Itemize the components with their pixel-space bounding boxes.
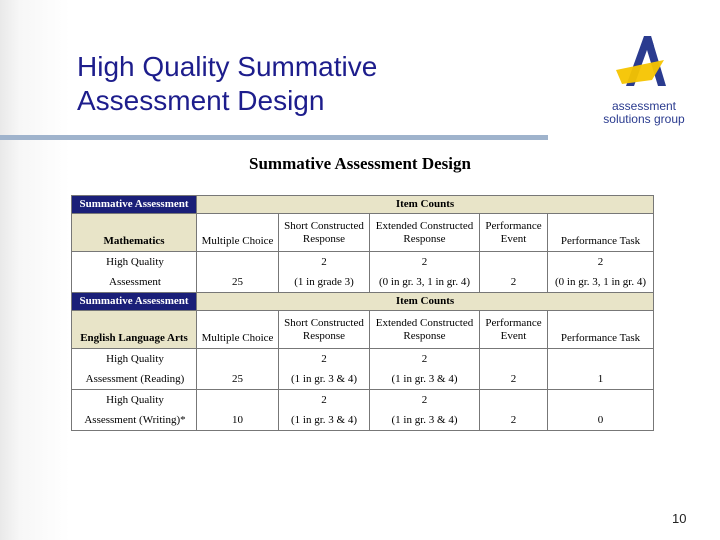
- cell-mc-value: 25: [232, 373, 243, 385]
- table-caption: Summative Assessment Design: [249, 154, 471, 173]
- cell-scr: [279, 252, 370, 293]
- logo-a-mark-icon: [594, 30, 694, 100]
- slide-title: [77, 50, 557, 118]
- row-name-bottom: Assessment: [109, 276, 161, 288]
- cell-mc-value: 25: [232, 276, 243, 288]
- table-row: [72, 252, 654, 293]
- row-name: [72, 252, 197, 293]
- table-row: [72, 390, 654, 431]
- cell-ecr: [370, 349, 480, 390]
- cell-pt-top: 2: [597, 256, 604, 268]
- cell-mc: [197, 349, 279, 390]
- cell-pt-top: [550, 349, 651, 369]
- cell-scr-bottom: (1 in gr. 3 & 4): [291, 373, 357, 385]
- section-header-label: Summative Assessment: [72, 293, 197, 311]
- section-header-label: Summative Assessment: [72, 196, 197, 214]
- page-number: 10: [672, 511, 687, 526]
- cell-mc: [197, 252, 279, 293]
- cell-ecr: [370, 390, 480, 431]
- row-name-bottom: Assessment (Reading): [85, 373, 185, 385]
- title-divider: [0, 135, 548, 140]
- slide-title-line-1: High Quality Summative: [77, 51, 378, 82]
- cell-ecr-top: 2: [421, 394, 428, 406]
- subject-label: Mathematics: [72, 214, 197, 252]
- col-header-short-constructed: Short Constructed Response: [279, 214, 370, 252]
- cell-ecr-top: 2: [421, 353, 428, 365]
- summative-assessment-table: [71, 195, 654, 431]
- cell-scr-top: 2: [321, 394, 327, 406]
- cell-pe: [480, 349, 548, 390]
- cell-pe-value: 2: [510, 276, 517, 288]
- cell-ecr: [370, 252, 480, 293]
- table-row: [72, 349, 654, 390]
- col-header-performance-event: Performance Event: [480, 214, 548, 252]
- cell-pt: [548, 349, 654, 390]
- row-name-top: High Quality: [106, 353, 164, 365]
- cell-ecr-top: 2: [421, 256, 428, 268]
- item-counts-header: Item Counts: [197, 196, 654, 214]
- cell-pe: [480, 390, 548, 431]
- row-name-bottom: Assessment (Writing)*: [84, 414, 186, 426]
- col-header-performance-task: Performance Task: [548, 311, 654, 349]
- col-header-performance-event: Performance Event: [480, 311, 548, 349]
- cell-scr-top: 2: [321, 256, 327, 268]
- cell-pt: [548, 390, 654, 431]
- cell-scr: [279, 349, 370, 390]
- cell-mc: [197, 390, 279, 431]
- row-name: [72, 390, 197, 431]
- cell-pe: [480, 252, 548, 293]
- cell-scr: [279, 390, 370, 431]
- cell-pe-value: 2: [510, 414, 517, 426]
- row-name: [72, 349, 197, 390]
- cell-pt-bottom: 1: [597, 373, 604, 385]
- row-name-top: High Quality: [106, 256, 164, 268]
- row-name-top: High Quality: [106, 394, 164, 406]
- col-header-multiple-choice: Multiple Choice: [197, 214, 279, 252]
- cell-scr-bottom: (1 in gr. 3 & 4): [291, 414, 357, 426]
- col-header-multiple-choice: Multiple Choice: [197, 311, 279, 349]
- assessment-solutions-group-logo: [594, 30, 694, 132]
- item-counts-header: Item Counts: [197, 293, 654, 311]
- cell-mc-value: 10: [232, 414, 243, 426]
- logo-text-line-2: solutions group: [603, 112, 685, 126]
- cell-pt-top: [550, 390, 651, 410]
- cell-pt: [548, 252, 654, 293]
- cell-ecr-bottom: (1 in gr. 3 & 4): [391, 414, 458, 426]
- col-header-performance-task: Performance Task: [548, 214, 654, 252]
- cell-pt-bottom: 0: [597, 414, 604, 426]
- col-header-extended-constructed: Extended Constructed Response: [370, 214, 480, 252]
- cell-scr-bottom: (1 in grade 3): [294, 276, 354, 288]
- subject-label: English Language Arts: [72, 311, 197, 349]
- col-header-extended-constructed: Extended Constructed Response: [370, 311, 480, 349]
- cell-ecr-bottom: (1 in gr. 3 & 4): [391, 373, 458, 385]
- logo-text-line-1: assessment: [611, 99, 677, 113]
- cell-pt-bottom: (0 in gr. 3, 1 in gr. 4): [554, 276, 647, 288]
- slide-title-line-2: Assessment Design: [77, 85, 325, 116]
- col-header-short-constructed: Short Constructed Response: [279, 311, 370, 349]
- cell-scr-top: 2: [321, 353, 327, 365]
- cell-ecr-bottom: (0 in gr. 3, 1 in gr. 4): [378, 276, 471, 288]
- cell-pe-value: 2: [510, 373, 517, 385]
